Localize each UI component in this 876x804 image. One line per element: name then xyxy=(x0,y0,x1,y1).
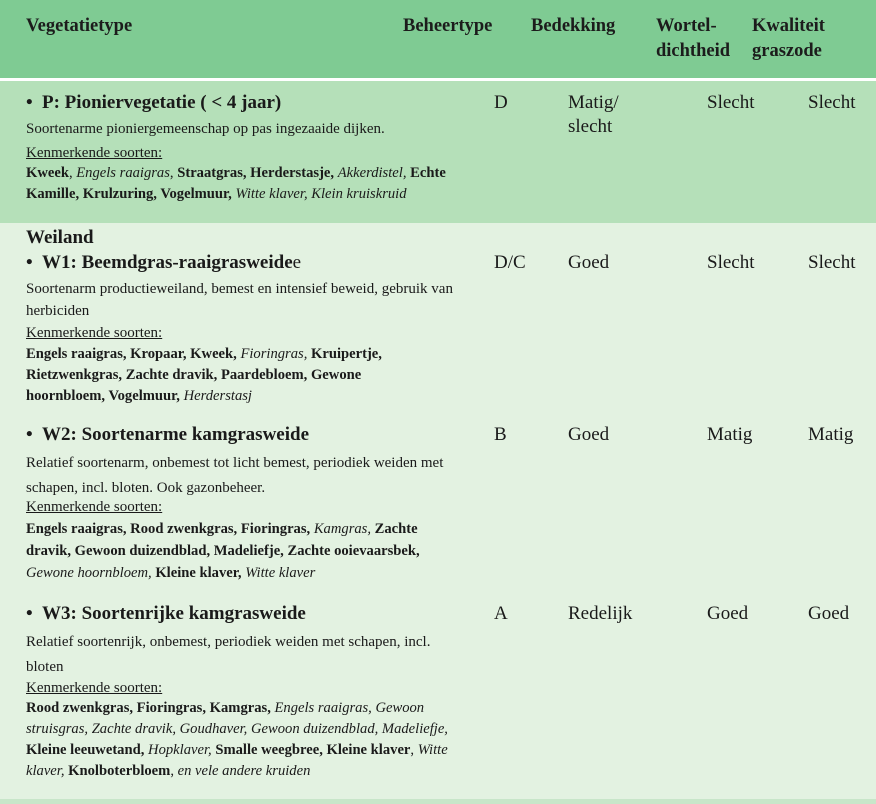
species-segment: Akkerdistel, xyxy=(337,165,407,181)
beheertype-value: B xyxy=(494,424,507,445)
weiland-group xyxy=(0,223,876,799)
species-segment: en vele andere kruiden xyxy=(177,763,311,779)
species-segment: Fioringras, xyxy=(240,346,308,362)
species-segment: Rood zwenkgras, Fioringras, Kamgras, xyxy=(26,700,271,716)
species-segment: Knolboterbloem xyxy=(68,763,171,779)
key-species-heading: Kenmerkende soorten: xyxy=(26,325,163,341)
species-segment: Kweek xyxy=(26,165,69,181)
species-segment: Smalle weegbree, Kleine klaver xyxy=(215,742,411,758)
worteldichtheid-value: Goed xyxy=(707,603,749,624)
kwaliteit-value: Matig xyxy=(808,424,854,445)
header-beheertype: Beheertype xyxy=(403,16,493,36)
key-species-list xyxy=(26,518,456,584)
beheertype-value: A xyxy=(494,603,508,624)
species-segment: Engels raaigras, Rood zwenkgras, Fioringras, xyxy=(26,521,311,537)
table-bottom-border xyxy=(0,799,876,804)
species-segment: Engels raaigras xyxy=(76,165,170,181)
kwaliteit-value: Slecht xyxy=(808,92,856,113)
key-species-heading: Kenmerkende soorten: xyxy=(26,145,163,161)
species-segment: Herderstasj xyxy=(183,388,252,404)
row-title-text: W3: Soortenrijke kamgrasweide xyxy=(42,603,306,624)
kwaliteit-value: Goed xyxy=(808,603,850,624)
header-worteldichtheid-line2: dichtheid xyxy=(656,41,731,61)
row-description: Soortenarme pioniergemeenschap op pas ingezaaide dijken. xyxy=(26,121,385,137)
species-segment: Kleine leeuwetand, xyxy=(26,742,145,758)
header-bedekking: Bedekking xyxy=(531,16,616,36)
bullet-icon: • xyxy=(26,92,33,113)
worteldichtheid-value: Matig xyxy=(707,424,753,445)
species-segment: Straatgras, Herderstasje, xyxy=(177,165,335,181)
row-title-suffix: e xyxy=(292,252,302,273)
row-title-text: W2: Soortenarme kamgrasweide xyxy=(42,424,310,445)
header-vegetatietype: Vegetatietype xyxy=(26,16,133,36)
row-title xyxy=(26,91,281,115)
species-segment: Witte klaver xyxy=(245,565,316,581)
key-species-heading: Kenmerkende soorten: xyxy=(26,680,163,696)
species-segment: Kamgras, xyxy=(313,521,371,537)
species-segment: , xyxy=(68,165,77,181)
beheertype-value: D xyxy=(494,92,508,113)
bullet-icon: • xyxy=(26,252,33,273)
species-segment: Kruipertje, Rietzwenkgras, Zachte dravik, Paardebloem, Gewone hoornbloem, Vogelmuur, xyxy=(26,346,382,404)
species-segment: Zachte dravik, Gewoon duizendblad, Madeliefje, Zachte ooievaarsbek, xyxy=(26,521,420,559)
beheertype-value: D/C xyxy=(494,252,526,273)
species-segment: , xyxy=(170,763,178,779)
header-kwaliteit-line1: Kwaliteit xyxy=(752,16,825,36)
bedekking-value: Matig/ slecht xyxy=(568,92,619,137)
species-segment: Witte klaver, Klein kruiskruid xyxy=(235,186,407,202)
species-segment: Kleine klaver, xyxy=(155,565,242,581)
table-row xyxy=(0,81,876,223)
row-title xyxy=(26,251,301,275)
row-title xyxy=(26,423,309,447)
worteldichtheid-value: Slecht xyxy=(707,252,755,273)
key-species-list xyxy=(26,698,471,782)
species-segment: Hopklaver, xyxy=(148,742,212,758)
species-segment: Witte klaver, xyxy=(26,742,448,779)
row-description: Relatief soortenrijk, onbemest, periodiek weiden met schapen, incl. bloten xyxy=(26,634,431,675)
worteldichtheid-value: Slecht xyxy=(707,92,755,113)
header-kwaliteit-line2: graszode xyxy=(752,41,822,61)
bullet-icon: • xyxy=(26,603,33,624)
bullet-icon: • xyxy=(26,424,33,445)
header-worteldichtheid-line1: Wortel- xyxy=(656,16,717,36)
row-title-text: P: Pioniervegetatie ( < 4 jaar) xyxy=(42,92,282,113)
table-header xyxy=(0,0,876,81)
row-title xyxy=(26,602,306,626)
species-segment: , xyxy=(410,742,418,758)
kwaliteit-value: Slecht xyxy=(808,252,856,273)
row-title-text: W1: Beemdgras-raaigrasweide xyxy=(42,252,293,273)
key-species-list xyxy=(26,163,471,205)
bedekking-value: Goed xyxy=(568,424,610,445)
species-segment: Gewone hoornbloem, xyxy=(26,565,152,581)
species-segment: Engels raaigras, Kropaar, Kweek, xyxy=(26,346,237,362)
key-species-list xyxy=(26,344,406,407)
species-segment: Echte Kamille, Krulzuring, Vogelmuur, xyxy=(26,165,446,202)
species-segment: Engels raaigras, Gewoon struisgras, Zachte dravik, Goudhaver, Gewoon duizendblad, Madeliefje, xyxy=(26,700,448,737)
group-label: Weiland xyxy=(26,227,94,248)
key-species-heading: Kenmerkende soorten: xyxy=(26,499,163,515)
bedekking-value: Goed xyxy=(568,252,610,273)
row-description: Relatief soortenarm, onbemest tot licht bemest, periodiek weiden met schapen, incl. bloten. Ook gazonbeheer. xyxy=(26,455,444,496)
bedekking-value: Redelijk xyxy=(568,603,633,624)
species-segment: , xyxy=(169,165,178,181)
row-description: Soortenarm productieweiland, bemest en intensief beweid, gebruik van herbiciden xyxy=(26,281,453,319)
